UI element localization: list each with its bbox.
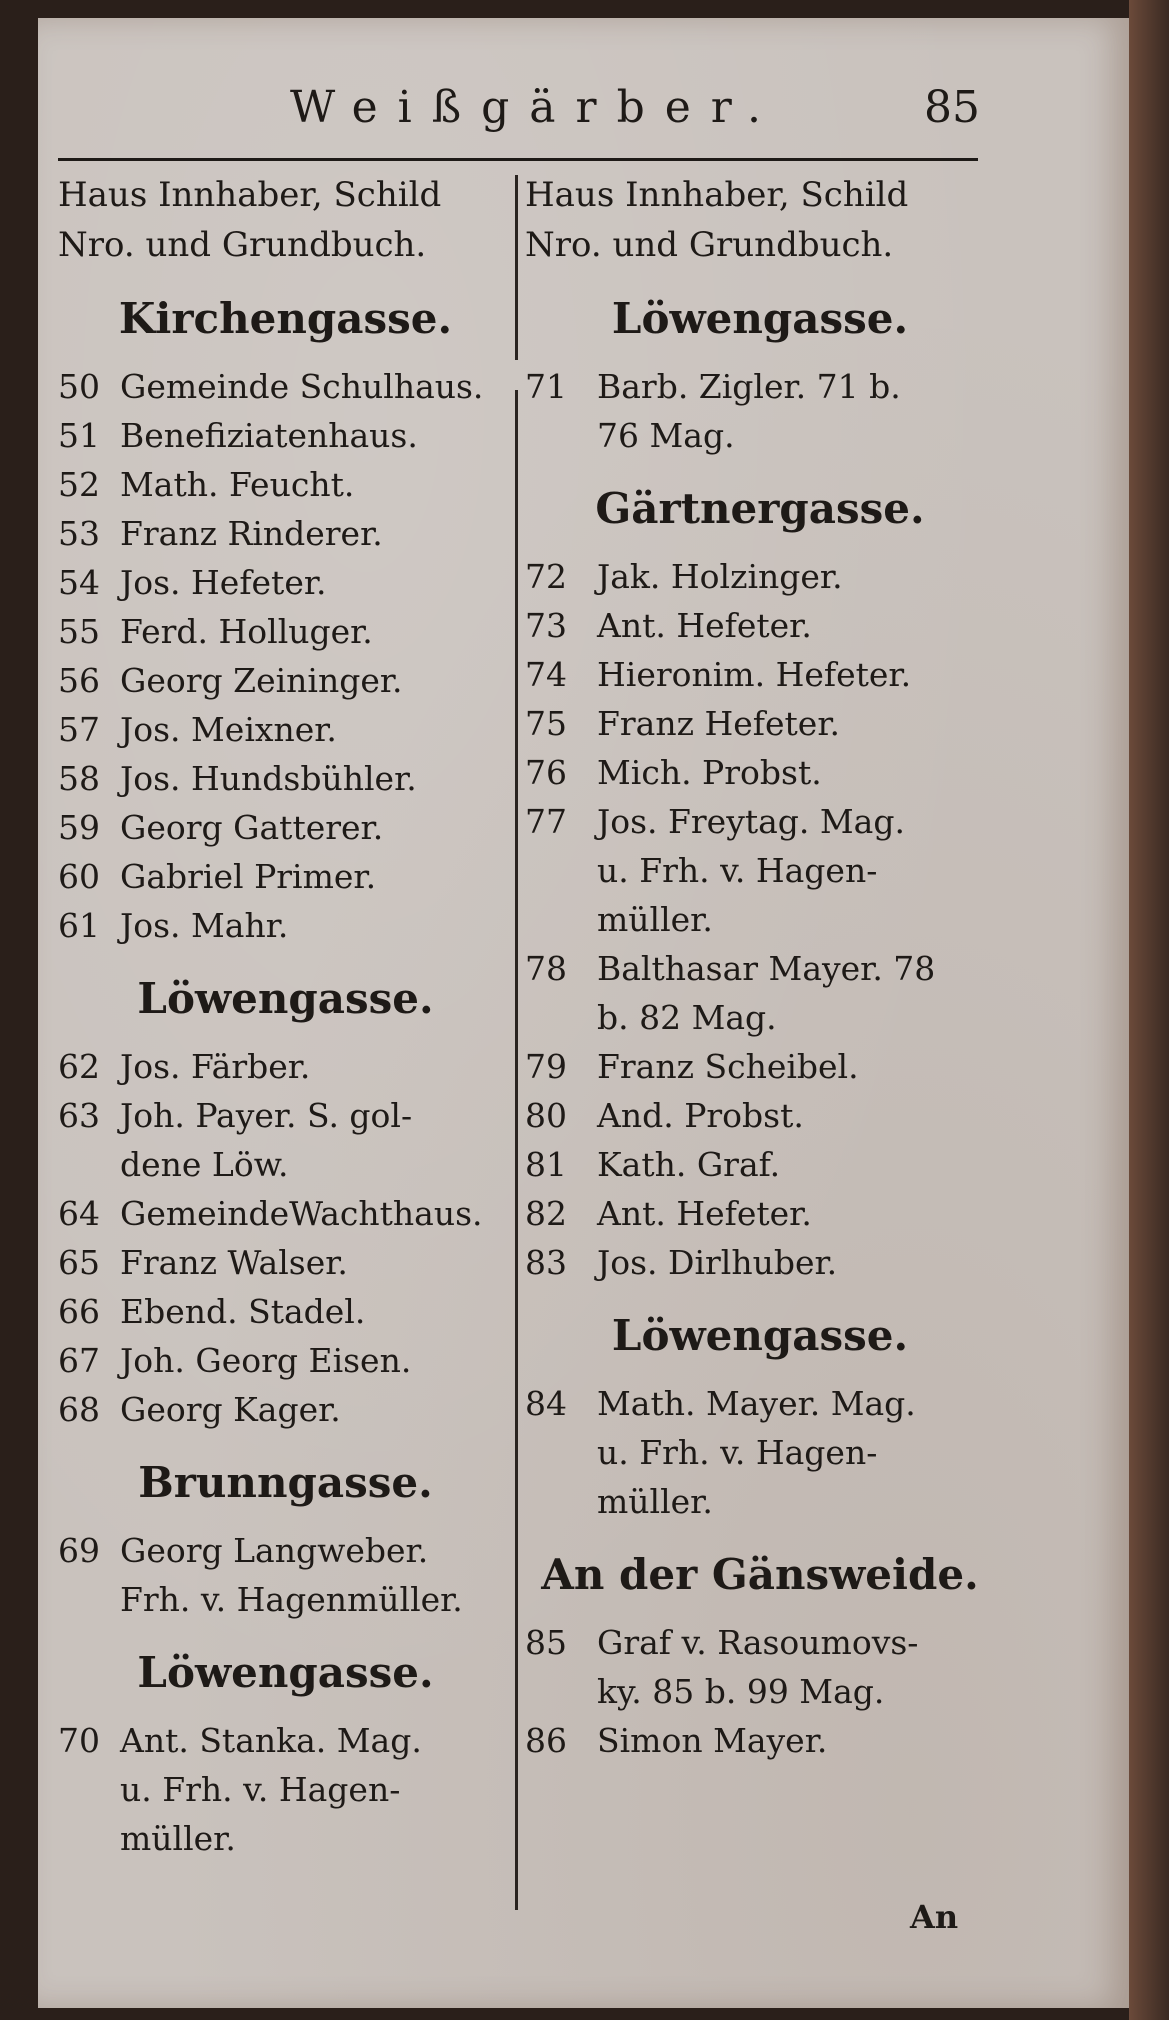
house-entry	[525, 650, 995, 699]
owner-text: Franz Rinderer.	[120, 514, 383, 553]
left-column	[58, 170, 513, 1863]
house-entry	[58, 1287, 513, 1336]
owner-text: Ferd. Holluger.	[120, 612, 373, 651]
house-number: 70	[58, 1721, 100, 1760]
house-number: 86	[525, 1721, 567, 1760]
house-entry	[58, 607, 513, 656]
owner-text: Jos. Färber.	[120, 1047, 311, 1086]
owner-text: Franz Walser.	[120, 1243, 348, 1282]
street-heading: Brunngasse.	[138, 1458, 433, 1507]
house-number: 57	[58, 710, 100, 749]
house-number: 78	[525, 949, 567, 988]
house-number: 82	[525, 1194, 567, 1233]
house-number: 68	[58, 1390, 100, 1429]
owner-text: Georg Gatterer.	[120, 808, 384, 847]
house-entry	[58, 1385, 513, 1434]
house-entry	[525, 1140, 995, 1189]
owner-text: Barb. Zigler. 71 b. 76 Mag.	[597, 367, 901, 455]
owner-text: Joh. Payer. S. gol- dene Löw.	[120, 1096, 413, 1184]
owner-text: Jos. Hefeter.	[120, 563, 327, 602]
running-head: Weißgärber.	[290, 82, 781, 133]
house-number: 62	[58, 1047, 100, 1086]
owner-text: Simon Mayer.	[597, 1721, 828, 1760]
house-number: 59	[58, 808, 100, 847]
owner-text: Ant. Hefeter.	[597, 606, 812, 645]
catchword: An	[910, 1898, 959, 1936]
house-entry	[58, 1526, 513, 1624]
house-number: 66	[58, 1292, 100, 1331]
house-entry	[58, 705, 513, 754]
house-number: 65	[58, 1243, 100, 1282]
house-number: 75	[525, 704, 567, 743]
house-entry	[58, 1042, 513, 1091]
column-header-line2: Nro. und Grundbuch.	[525, 225, 894, 265]
house-number: 72	[525, 557, 567, 596]
house-number: 67	[58, 1341, 100, 1380]
owner-text: Jos. Meixner.	[120, 710, 337, 749]
house-number: 83	[525, 1243, 567, 1282]
house-number: 61	[58, 906, 100, 945]
owner-text: Jos. Mahr.	[120, 906, 289, 945]
owner-text: Math. Mayer. Mag. u. Frh. v. Hagen- müller.	[597, 1384, 916, 1521]
house-entry	[58, 460, 513, 509]
house-number: 77	[525, 802, 567, 841]
house-entry	[525, 797, 995, 944]
house-entry	[525, 699, 995, 748]
house-entry	[58, 362, 513, 411]
house-number: 73	[525, 606, 567, 645]
street-heading: An der Gänsweide.	[541, 1550, 979, 1599]
owner-text: Math. Feucht.	[120, 465, 355, 504]
house-entry	[58, 852, 513, 901]
right-sections	[525, 288, 995, 1765]
house-number: 85	[525, 1623, 567, 1662]
owner-text: Ant. Hefeter.	[597, 1194, 812, 1233]
house-entry	[58, 411, 513, 460]
house-entry	[58, 656, 513, 705]
owner-text: Georg Langweber. Frh. v. Hagenmüller.	[120, 1531, 463, 1619]
house-entry	[58, 754, 513, 803]
house-entry	[525, 1189, 995, 1238]
owner-text: Mich. Probst.	[597, 753, 822, 792]
house-number: 71	[525, 367, 567, 406]
book-edge	[1129, 0, 1169, 2020]
house-entry	[525, 1618, 995, 1716]
street-heading: Löwengasse.	[611, 1311, 909, 1360]
house-entry	[525, 1042, 995, 1091]
house-number: 56	[58, 661, 100, 700]
house-number: 52	[58, 465, 100, 504]
house-entry	[58, 901, 513, 950]
house-entry	[58, 509, 513, 558]
owner-text: Balthasar Mayer. 78 b. 82 Mag.	[597, 949, 936, 1037]
house-number: 69	[58, 1531, 100, 1570]
column-header-line1: Haus Innhaber, Schild	[58, 175, 442, 215]
house-entry	[58, 803, 513, 852]
house-entry	[525, 1716, 995, 1765]
owner-text: And. Probst.	[597, 1096, 804, 1135]
street-heading: Gärtnergasse.	[595, 484, 925, 533]
column-divider	[515, 175, 518, 360]
house-number: 76	[525, 753, 567, 792]
house-entry	[525, 944, 995, 1042]
house-entry	[525, 1091, 995, 1140]
owner-text: Joh. Georg Eisen.	[120, 1341, 412, 1380]
house-number: 53	[58, 514, 100, 553]
owner-text: Jos. Hundsbühler.	[120, 759, 417, 798]
house-entry	[525, 362, 995, 460]
house-number: 60	[58, 857, 100, 896]
house-number: 55	[58, 612, 100, 651]
owner-text: GemeindeWachthaus.	[120, 1194, 483, 1233]
owner-text: Jak. Holzinger.	[597, 557, 843, 596]
house-number: 54	[58, 563, 100, 602]
page-number: 85	[924, 82, 980, 133]
house-entry	[525, 1238, 995, 1287]
column-header-line1: Haus Innhaber, Schild	[525, 175, 909, 215]
column-header-line2: Nro. und Grundbuch.	[58, 225, 427, 265]
house-entry	[525, 1379, 995, 1526]
house-entry	[58, 1091, 513, 1189]
house-entry	[525, 552, 995, 601]
owner-text: Jos. Dirlhuber.	[597, 1243, 838, 1282]
house-entry	[58, 1189, 513, 1238]
owner-text: Gabriel Primer.	[120, 857, 377, 896]
house-entry	[58, 1336, 513, 1385]
house-entry	[525, 748, 995, 797]
house-number: 63	[58, 1096, 100, 1135]
street-heading: Löwengasse.	[611, 294, 909, 343]
owner-text: Benefiziatenhaus.	[120, 416, 418, 455]
house-number: 79	[525, 1047, 567, 1086]
street-heading: Löwengasse.	[137, 974, 434, 1023]
house-entry	[58, 1716, 513, 1863]
header-rule	[58, 158, 978, 161]
column-divider	[515, 390, 518, 1910]
owner-text: Kath. Graf.	[597, 1145, 781, 1184]
left-sections	[58, 288, 513, 1863]
house-number: 80	[525, 1096, 567, 1135]
right-column	[525, 170, 995, 1765]
owner-text: Graf v. Rasoumovs- ky. 85 b. 99 Mag.	[597, 1623, 919, 1711]
house-number: 51	[58, 416, 100, 455]
owner-text: Hieronim. Hefeter.	[597, 655, 912, 694]
house-number: 58	[58, 759, 100, 798]
house-number: 64	[58, 1194, 100, 1233]
owner-text: Jos. Freytag. Mag. u. Frh. v. Hagen- müller.	[597, 802, 905, 939]
street-heading: Löwengasse.	[137, 1648, 434, 1697]
house-entry	[58, 1238, 513, 1287]
house-number: 74	[525, 655, 567, 694]
house-entry	[58, 558, 513, 607]
house-entry	[525, 601, 995, 650]
house-number: 81	[525, 1145, 567, 1184]
owner-text: Franz Hefeter.	[597, 704, 840, 743]
owner-text: Georg Zeininger.	[120, 661, 403, 700]
house-number: 84	[525, 1384, 567, 1423]
owner-text: Georg Kager.	[120, 1390, 341, 1429]
owner-text: Franz Scheibel.	[597, 1047, 859, 1086]
owner-text: Gemeinde Schulhaus.	[120, 367, 484, 406]
owner-text: Ant. Stanka. Mag. u. Frh. v. Hagen- müller.	[120, 1721, 422, 1858]
house-number: 50	[58, 367, 100, 406]
street-heading: Kirchengasse.	[118, 294, 453, 343]
owner-text: Ebend. Stadel.	[120, 1292, 366, 1331]
